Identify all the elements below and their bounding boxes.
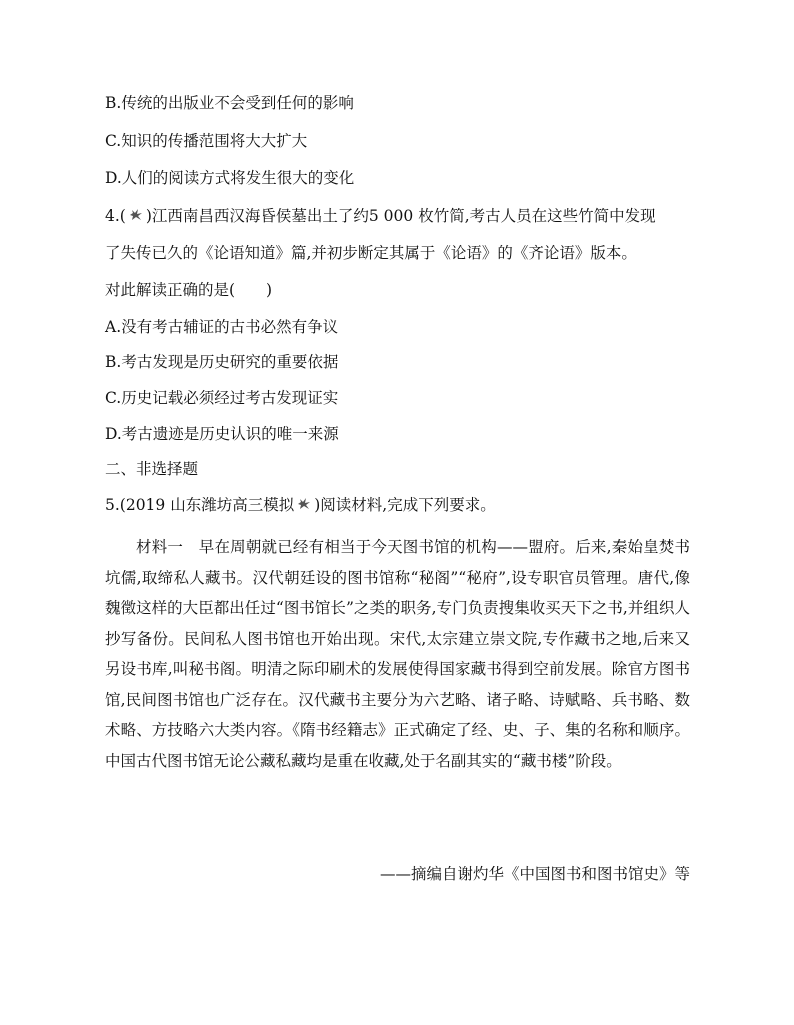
difficulty-star-icon — [295, 497, 313, 511]
q3-option-b: B.传统的出版业不会受到任何的影响 — [105, 94, 354, 112]
material-source: ——摘编自谢灼华《中国图书和图书馆史》等 — [379, 865, 690, 883]
q4-number: 4.( — [105, 207, 126, 225]
q5-prefix: 5.(2019 山东潍坊高三模拟 — [105, 496, 295, 514]
q4-option-d: D.考古遗迹是历史认识的唯一来源 — [105, 425, 339, 443]
material-paragraph: 材料一 早在周朝就已经有相当于今天图书馆的机构——盟府。后来,秦始皇焚书坑儒,取缔私人藏书。汉代朝廷设的图书馆称“秘阁”“秘府”,设专职官员管理。唐代,像魏徵这样的大臣都出任过“图书馆长”之类的职务,专门负责搜集收买天下之书,并组织人抄写备份。民间私人图书馆也开始出现。宋代,太宗建立崇文院,专作藏书之地,后来又另设书库,叫秘书阁。明清之际印刷术的发展使得国家藏书得到空前发展。除官方图书馆,民间图书馆也广泛存在。汉代藏书主要分为六艺略、诸子略、诗赋略、兵书略、数术略、方技略六大类内容。《隋书经籍志》正式确定了经、史、子、集的名称和顺序。中国古代图书馆无论公藏私藏均是重在收藏,处于名副其实的“藏书楼”阶段。 — [105, 538, 690, 770]
q3-option-d: D.人们的阅读方式将发生很大的变化 — [105, 169, 355, 187]
difficulty-star-icon — [127, 208, 145, 222]
section-title: 二、非选择题 — [105, 460, 199, 478]
q5-stem — [105, 495, 496, 515]
q4-stem-text: )江西南昌西汉海昏侯墓出土了约5 000 枚竹简,考古人员在这些竹简中发现 — [145, 207, 656, 225]
q4-option-c: C.历史记载必须经过考古发现证实 — [105, 389, 339, 407]
q4-option-b: B.考古发现是历史研究的重要依据 — [105, 353, 339, 371]
q4-option-a: A.没有考古辅证的古书必然有争议 — [105, 318, 339, 336]
q4-stem-line3: 对此解读正确的是( ) — [105, 281, 273, 299]
q3-option-c: C.知识的传播范围将大大扩大 — [105, 132, 308, 150]
q4-stem-line2: 了失传已久的《论语知道》篇,并初步断定其属于《论语》的《齐论语》版本。 — [105, 244, 637, 262]
q4-stem-line1 — [105, 206, 656, 226]
q5-suffix: )阅读材料,完成下列要求。 — [314, 496, 496, 514]
